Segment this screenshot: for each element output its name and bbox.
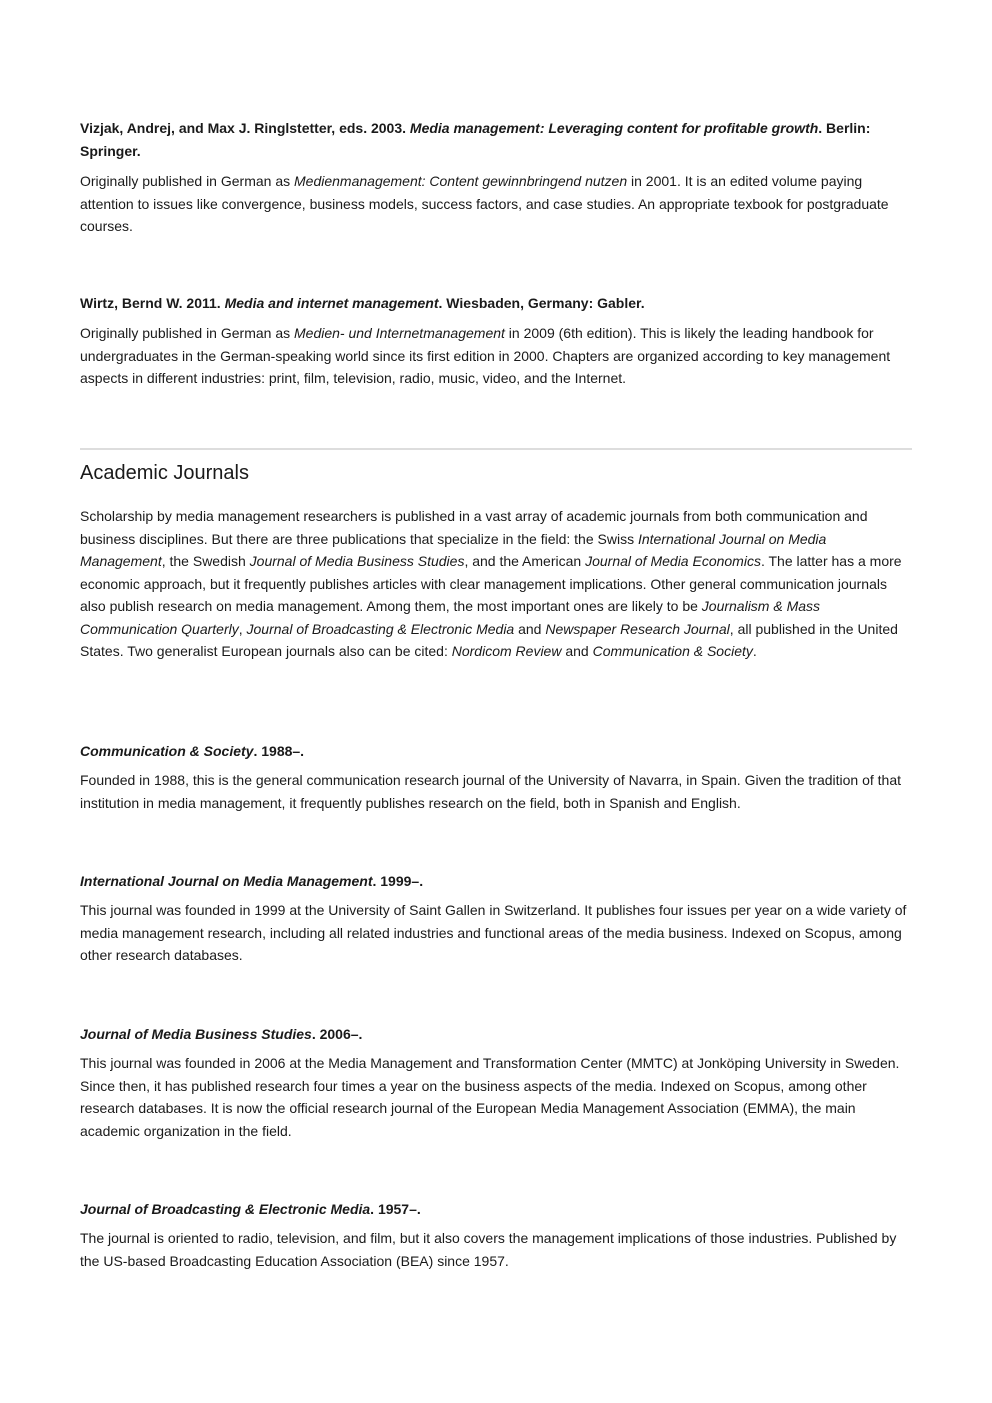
citation-wirtz (80, 292, 912, 315)
intro-journal-title: Journal of Broadcasting & Electronic Media (246, 620, 515, 637)
intro-text: Scholarship by media management researchers is published in a vast array of academic journals from both communication and business disciplines. But there are three publications that specialize in the field: the Swiss (80, 508, 868, 547)
citation-authors: Vizjak, Andrej, and Max J. Ringlstetter, eds. 2003. (80, 120, 410, 136)
intro-journal-title: Journalism & Mass Communication Quarterly (80, 598, 821, 637)
intro-text: , all published in the United States. Two generalist European journals also can be cited: (80, 620, 898, 659)
annotation-vizjak (80, 170, 912, 238)
journal-title: Journal of Broadcasting & Electronic Media (80, 1201, 371, 1217)
citation-vizjak (80, 117, 912, 162)
annotation-text: Originally published in German as (80, 173, 294, 189)
citation-title: Media management: Leveraging content for profitable growth (409, 120, 819, 136)
annotation-text: in 2001. It is an edited volume paying attention to issues like convergence, business models, success factors, and case studies. An appropriate texbook for postgraduate courses. (80, 173, 889, 234)
annotation-text: in 2009 (6th edition). This is likely the leading handbook for undergraduates in the German-speaking world since its first edition in 2000. Chapters are organized according to key management aspects in different industries: print, film, television, radio, music, video, and the Internet. (80, 325, 891, 386)
journal-title: Journal of Media Business Studies (80, 1026, 312, 1042)
journal-years: . 1988–. (253, 743, 305, 759)
journal-title: International Journal on Media Management (80, 873, 373, 889)
intro-journal-title: Journal of Media Economics (585, 553, 761, 569)
citation-authors: Wirtz, Bernd W. 2011. (80, 295, 225, 311)
journal-entry-title (80, 1023, 912, 1046)
citation-publisher: . Wiesbaden, Germany: Gabler. (438, 295, 645, 311)
intro-text: . (752, 643, 757, 659)
journal-entry-description: This journal was founded in 2006 at the Media Management and Transformation Center (MMTC) at Jonköping University in Sweden. Since then, it has published research four times a year on the business aspects of the media. Indexed on Scopus, among other research databases. It is now the official research journal of the European Media Management Association (EMMA), the main academic organization in the field. (80, 1055, 900, 1139)
annotation-wirtz (80, 322, 912, 390)
annotation-text: Originally published in German as (80, 325, 294, 341)
section-intro (80, 505, 912, 663)
journal-years: . 1957–. (370, 1201, 421, 1217)
journal-entry-description: Founded in 1988, this is the general communication research journal of the University of Navarra, in Spain. Given the tradition of that institution in media management, it frequently publishes research on the field, both in Spanish and English. (80, 772, 902, 811)
journal-entry-title (80, 740, 912, 763)
intro-text: , (238, 620, 247, 637)
citation-title: Media and internet management (224, 295, 439, 311)
intro-journal-title: Communication & Society (592, 643, 753, 659)
journal-entry-description: This journal was founded in 1999 at the University of Saint Gallen in Switzerland. It publishes four issues per year on a wide variety of media management research, including all related industries and functional areas of the media business. Indexed on Scopus, among other research databases. (80, 902, 907, 963)
section-divider (80, 448, 912, 450)
intro-text: . The latter has a more economic approach, but it frequently publishes articles with clear management implications. Other general communication journals also publish research on media management. Among them, the most important ones are likely to be (80, 553, 902, 614)
annotation-original-title: Medien- und Internetmanagement (294, 325, 505, 341)
section-heading: Academic Journals (80, 462, 249, 484)
intro-text: , and the American (464, 553, 586, 569)
journal-years: . 2006–. (311, 1026, 363, 1042)
journal-entry-title (80, 870, 912, 893)
intro-journal-title: Newspaper Research Journal (545, 620, 730, 637)
intro-text: and (561, 643, 593, 659)
journal-entry-description: The journal is oriented to radio, television, and film, but it also covers the management implications of those industries. Published by the US-based Broadcasting Education Association (BEA) since 1957. (80, 1230, 897, 1269)
journal-entry-title (80, 1198, 912, 1221)
intro-journal-title: International Journal on Media Management (80, 530, 827, 569)
intro-journal-title: Journal of Media Business Studies (249, 553, 465, 569)
journal-years: . 1999–. (372, 873, 424, 889)
citation-publisher: . Berlin: Springer. (80, 120, 871, 159)
journal-title: Communication & Society (80, 743, 254, 759)
intro-journal-title: Nordicom Review (451, 643, 562, 659)
intro-text: , the Swedish (161, 553, 250, 569)
annotation-original-title: Medienmanagement: Content gewinnbringend nutzen (294, 173, 628, 189)
intro-text: and (514, 620, 546, 637)
